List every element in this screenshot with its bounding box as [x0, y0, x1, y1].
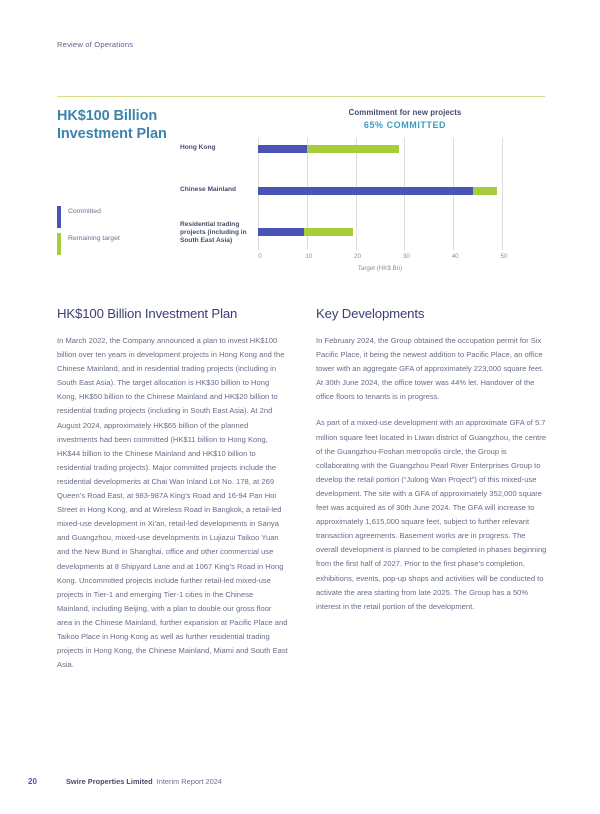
chart-axes [258, 138, 508, 272]
legend-label: Committed [68, 208, 101, 215]
xtick-20: 20 [354, 253, 362, 260]
investment-plan-chart [50, 104, 555, 284]
chart-subtitle: 65% COMMITTED [363, 119, 447, 130]
chart-legend [57, 206, 197, 260]
bar-segment-committed [258, 145, 307, 153]
footer-page-number: 20 [28, 777, 37, 786]
xtick-50: 50 [500, 253, 508, 260]
left-column [57, 306, 288, 672]
chart-title: Commitment for new projects [348, 108, 462, 117]
xtick-10: 10 [305, 253, 313, 260]
category-label-chinese-mainland: Chinese Mainland [180, 186, 237, 193]
bar-chinese-mainland [258, 187, 497, 195]
chart-plan-heading: HK$100 Billion Investment Plan [57, 108, 167, 142]
bar-segment-committed [258, 187, 473, 195]
legend-swatch-icon [57, 206, 61, 228]
content-columns [57, 306, 547, 672]
header-divider [57, 96, 545, 97]
bar-segment-remaining [304, 228, 353, 236]
xtick-40: 40 [451, 253, 459, 260]
xtick-30: 30 [402, 253, 410, 260]
chart-title-group [255, 108, 555, 130]
page-footer [28, 777, 222, 786]
xtick-0: 0 [258, 253, 262, 260]
footer-report-name: Interim Report 2024 [156, 777, 222, 786]
right-column-heading: Key Developments [316, 306, 425, 321]
bar-segment-remaining [307, 145, 400, 153]
running-header: Review of Operations [57, 40, 134, 49]
chart-category-labels [180, 138, 250, 250]
legend-item-committed [57, 206, 197, 228]
legend-swatch-icon [57, 233, 61, 255]
right-column [316, 306, 547, 672]
bar-segment-committed [258, 228, 304, 236]
chart-plot-area [180, 138, 555, 272]
x-axis-title: Target (HK$ Bn) [357, 265, 403, 272]
bar-segment-remaining [473, 187, 497, 195]
category-label-hong-kong: Hong Kong [180, 144, 216, 151]
bar-hong-kong [258, 145, 400, 153]
legend-item-remaining [57, 233, 197, 255]
left-column-paragraph-1: In March 2022, the Company announced a plan to invest HK$100 billion over ten years in development projects in Hong Kong and the Chinese Mainland, and in residential trading projects (including in South East Asia). The target allocation is HK$30 billion to Hong Kong, HK$50 billion to the Chinese Mainland and HK$20 billion to residential trading projects (including in South East Asia). At 2nd August 2024, approximately HK$65 billion of the planned investments had been committed (HK$11 billion to Hong Kong, HK$44 billion to the Chinese Mainland and HK$10 billion to residential trading projects). Major committed projects include the residential developments at Chai Wan Inland Lot No. 178, at 269 Queen’s Road East, at 983-987A King’s Road and 16-94 Pan Hoi Street in Hong Kong, and at Wireless Road in Bangkok, a retail-led mixed-use development in Xi’an, retail-led developments in Sanya and Guangzhou, mixed-use developments in Lujiazui Taikoo Yuan and the New Bund in Shanghai, office and other commercial use developments at 8 Shipyard Lane and at 1067 King’s Road in Hong Kong. Uncommitted projects include further retail-led mixed-use projects in Tier-1 and emerging Tier-1 cities in the Chinese Mainland, including Beijing, with a plan to double our gross floor area in the Chinese Mainland, further expansion at Pacific Place and Taikoo Place in Hong Kong as well as further residential trading projects in Hong Kong, the Chinese Mainland, Miami and South East Asia. [57, 336, 288, 670]
bar-residential-trading [258, 228, 353, 236]
category-label-residential-trading: Residential trading projects (including in South East Asia) [180, 221, 247, 245]
legend-label: Remaining target [68, 235, 120, 242]
left-column-heading: HK$100 Billion Investment Plan [57, 306, 238, 321]
footer-company-name: Swire Properties Limited [66, 777, 153, 786]
right-column-paragraph-1: In February 2024, the Group obtained the occupation permit for Six Pacific Place, it being the newest addition to Pacific Place, an office tower with an aggregate GFA of approximately 223,000 square feet. At 30th June 2024, the office tower was 44% let. Handover of the office floors to tenants is in progress. [316, 336, 544, 402]
gridline-50 [502, 138, 503, 250]
right-column-paragraph-2: As part of a mixed-use development with an approximate GFA of 5.7 million square feet located in Liwan district of Guangzhou, the centre of the Guangzhou-Foshan metropolis circle, the Group is collaborating with the Guangzhou Pearl River Enterprises Group to develop the retail portion (“Julong Wan Project”) of this mixed-use development. The site with a GFA of approximately 352,000 square feet was acquired as of 30th June 2024. The GFA will increase to approximately 1,615,000 square feet, subject to further relevant transaction agreements. Basement works are in progress. The overall development is planned to be completed in phases beginning from the first half of 2027. Prior to the first phase’s completion, exhibitions, events, pop-up shops and activities will be conducted to activate the area starting from late 2025. The Group has a 50% interest in the retail portion of the development. [316, 418, 547, 611]
